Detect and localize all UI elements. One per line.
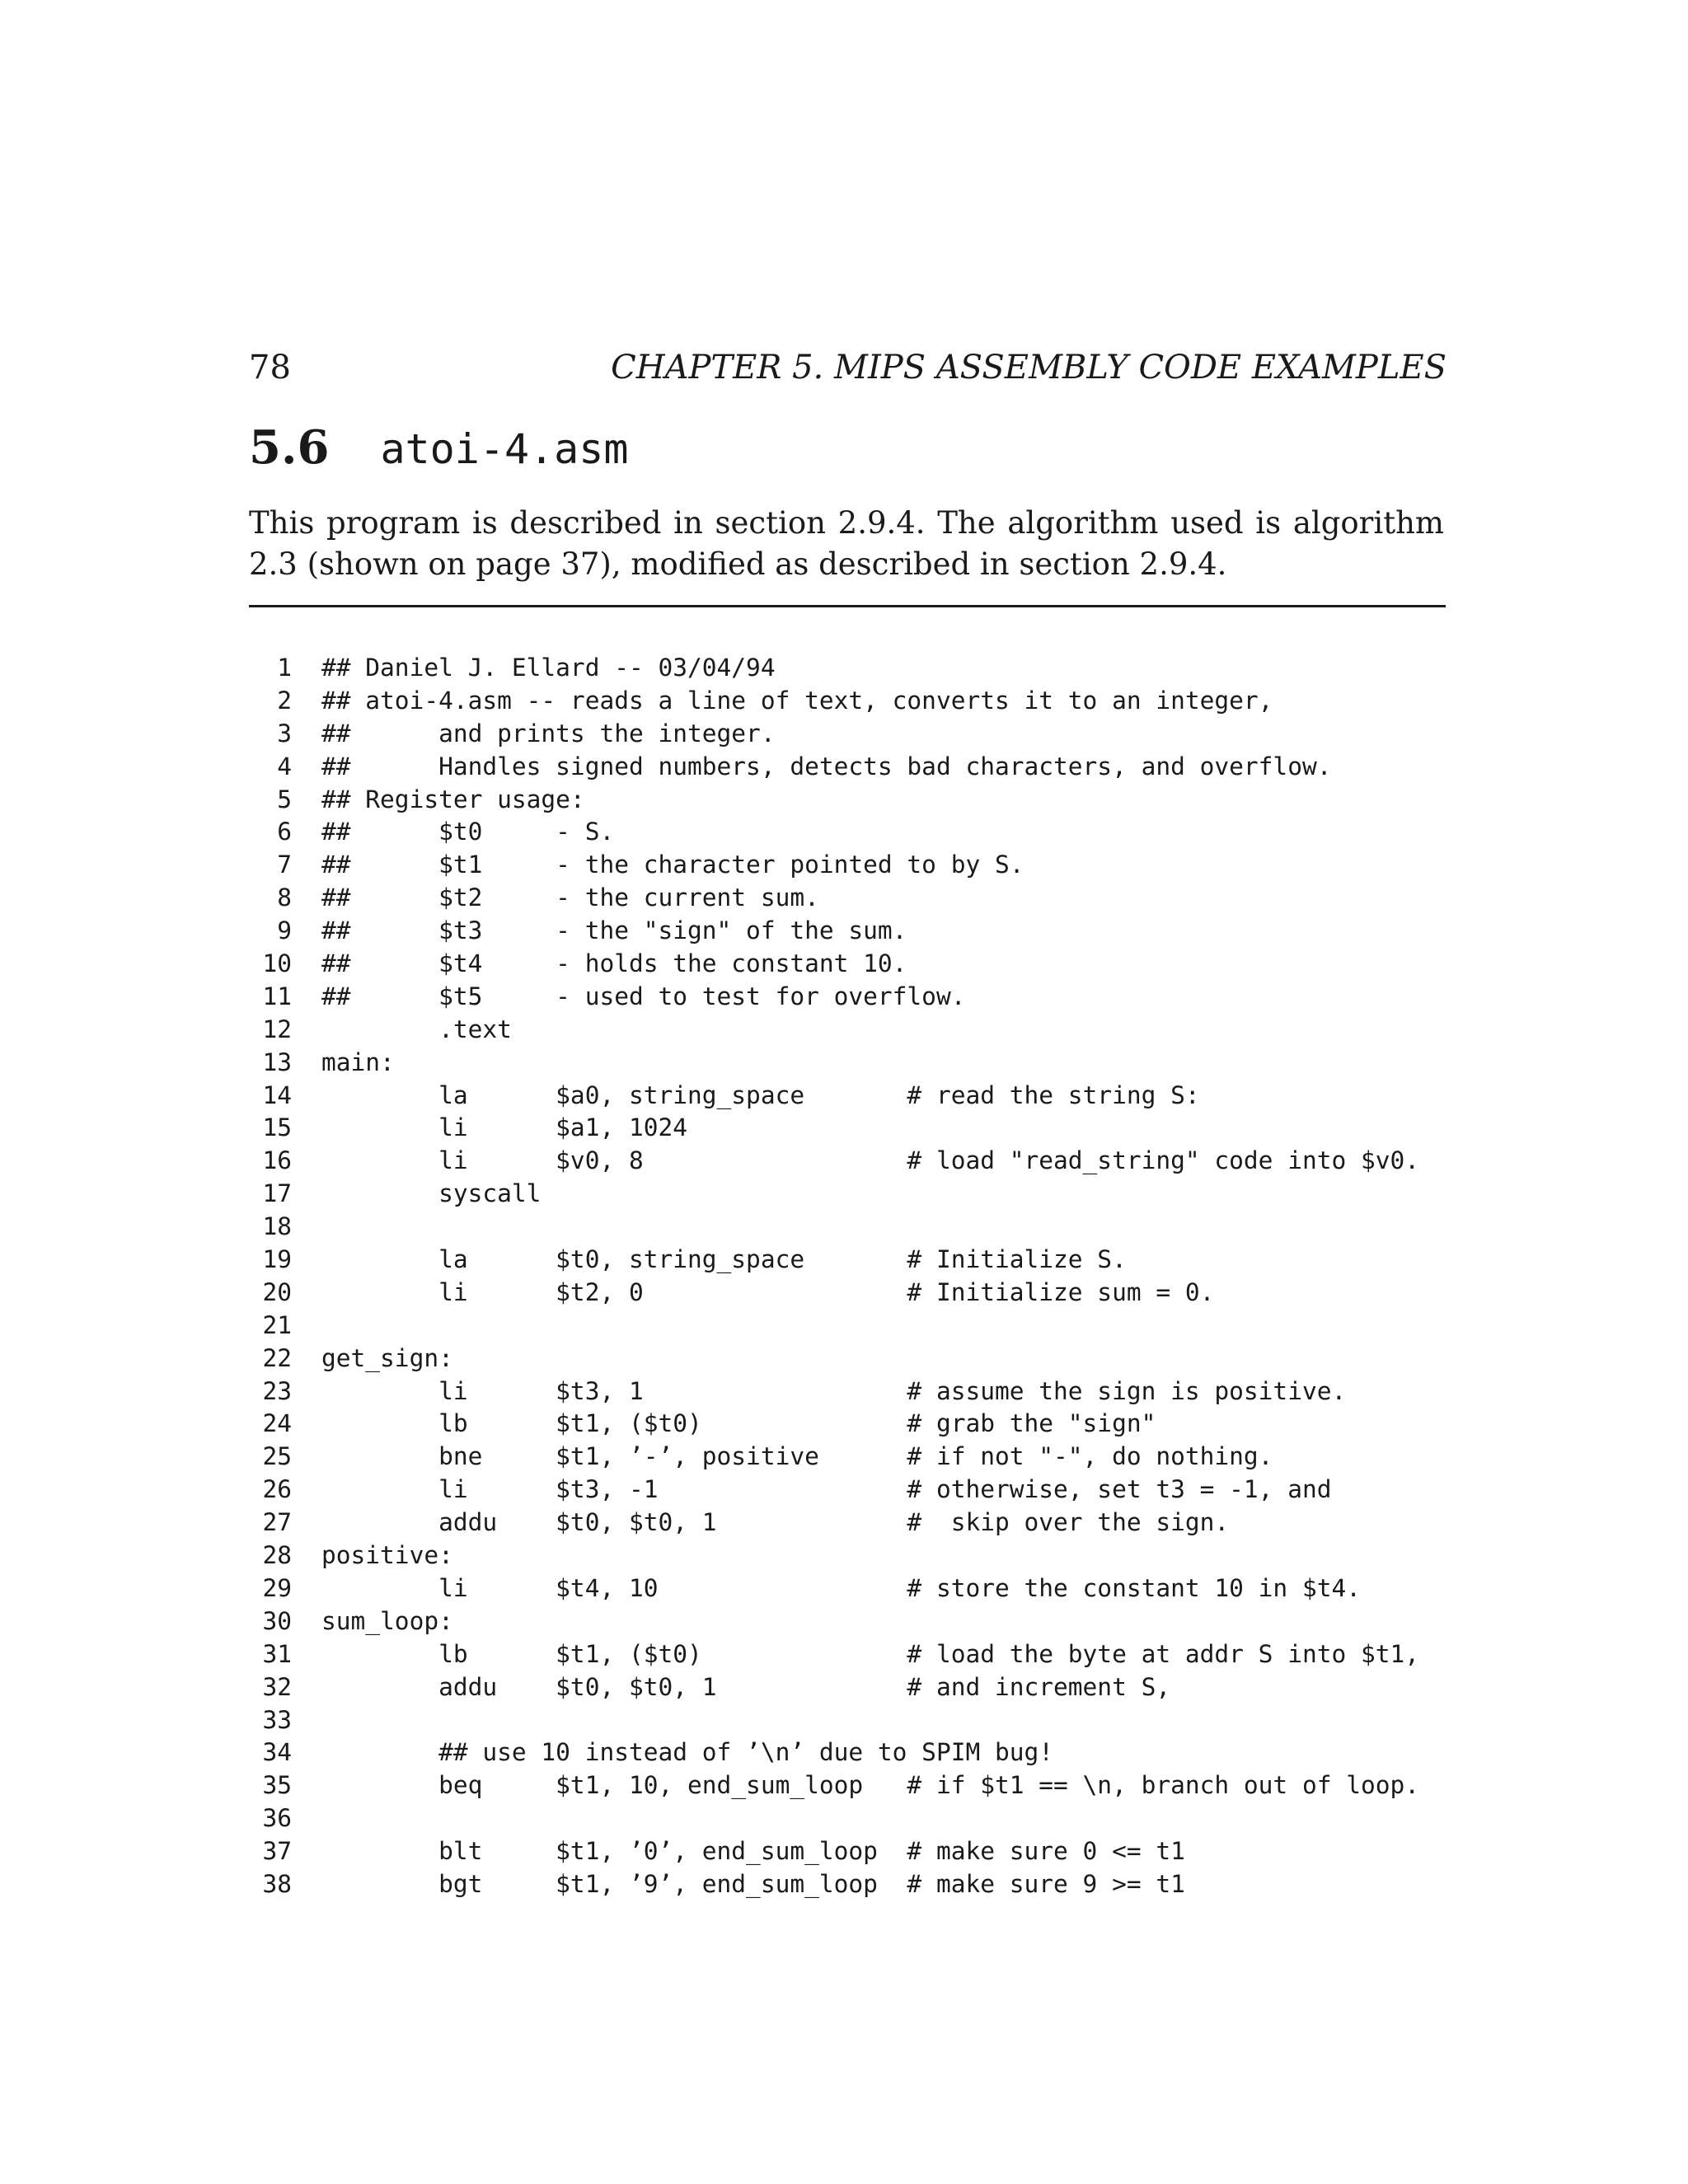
code-line xyxy=(249,1540,1446,1572)
code-line xyxy=(249,1014,1446,1047)
line-number: 37 xyxy=(262,1837,292,1866)
code-text: addu $t0, $t0, 1 # skip over the sign. xyxy=(321,1508,1230,1537)
code-text: ## $t4 - holds the constant 10. xyxy=(321,949,907,978)
line-number: 1 xyxy=(277,654,292,682)
line-number: 21 xyxy=(262,1310,292,1339)
code-line xyxy=(249,1112,1446,1145)
line-number: 38 xyxy=(262,1869,292,1898)
line-number: 32 xyxy=(262,1672,292,1701)
section-title: atoi-4.asm xyxy=(380,425,629,473)
code-line xyxy=(249,1802,1446,1835)
code-text: la $t0, string_space # Initialize S. xyxy=(321,1245,1127,1274)
code-line xyxy=(249,816,1446,849)
line-number: 33 xyxy=(262,1705,292,1734)
section-intro: This program is described in section 2.9.4. The algorithm used is algorithm 2.3 (shown on page 37), modified as described in section 2.9.4. xyxy=(249,505,1444,582)
code-line xyxy=(249,1474,1446,1507)
code-listing xyxy=(249,652,1446,1901)
code-text: li $t2, 0 # Initialize sum = 0. xyxy=(321,1277,1215,1306)
line-number: 26 xyxy=(262,1475,292,1504)
code-text xyxy=(292,1211,321,1244)
code-line xyxy=(249,1376,1446,1408)
line-number: 11 xyxy=(262,982,292,1010)
line-number: 30 xyxy=(262,1606,292,1635)
code-text: sum_loop: xyxy=(321,1606,453,1635)
line-number: 4 xyxy=(277,752,292,780)
line-number: 25 xyxy=(262,1442,292,1471)
code-line xyxy=(249,948,1446,981)
horizontal-rule xyxy=(249,605,1446,607)
code-line xyxy=(249,849,1446,882)
line-number: 10 xyxy=(262,949,292,978)
running-head: CHAPTER 5. MIPS ASSEMBLY CODE EXAMPLES xyxy=(611,349,1447,387)
code-text: la $a0, string_space # read the string S: xyxy=(321,1080,1200,1109)
code-line xyxy=(249,1408,1446,1441)
code-line xyxy=(249,1310,1446,1343)
code-text: addu $t0, $t0, 1 # and increment S, xyxy=(321,1672,1171,1701)
line-number: 22 xyxy=(262,1343,292,1372)
line-number: 6 xyxy=(277,818,292,846)
code-text: li $v0, 8 # load "read_string" code into $v0. xyxy=(321,1146,1420,1175)
code-text: beq $t1, 10, end_sum_loop # if $t1 == \n, branch out of loop. xyxy=(321,1771,1420,1800)
code-text: li $t4, 10 # store the constant 10 in $t4. xyxy=(321,1573,1361,1602)
code-line xyxy=(249,751,1446,784)
code-text: ## Register usage: xyxy=(321,785,585,813)
code-line xyxy=(249,1507,1446,1540)
code-text: ## $t5 - used to test for overflow. xyxy=(321,982,966,1010)
line-number: 24 xyxy=(262,1409,292,1438)
line-number: 29 xyxy=(262,1573,292,1602)
code-line xyxy=(249,1572,1446,1605)
code-line xyxy=(249,882,1446,915)
line-number: 34 xyxy=(262,1738,292,1767)
code-line xyxy=(249,1178,1446,1211)
code-text xyxy=(292,1704,321,1737)
line-number: 27 xyxy=(262,1508,292,1537)
line-number: 15 xyxy=(262,1113,292,1142)
code-line xyxy=(249,1704,1446,1737)
code-text: ## use 10 instead of ’\n’ due to SPIM bug! xyxy=(321,1738,1054,1767)
code-line xyxy=(249,1441,1446,1474)
code-line xyxy=(249,981,1446,1014)
line-number: 3 xyxy=(277,719,292,748)
code-text: positive: xyxy=(321,1541,453,1570)
line-number: 17 xyxy=(262,1179,292,1208)
code-text: ## Handles signed numbers, detects bad characters, and overflow. xyxy=(321,752,1332,780)
line-number: 19 xyxy=(262,1245,292,1274)
code-line xyxy=(249,1835,1446,1868)
line-number: 13 xyxy=(262,1047,292,1076)
code-line xyxy=(249,1736,1446,1769)
line-number: 2 xyxy=(277,686,292,715)
code-line xyxy=(249,1769,1446,1802)
line-number: 9 xyxy=(277,916,292,945)
code-line xyxy=(249,718,1446,751)
code-line xyxy=(249,1277,1446,1310)
section-heading xyxy=(249,420,628,486)
code-line xyxy=(249,1080,1446,1113)
line-number: 18 xyxy=(262,1212,292,1241)
code-line xyxy=(249,784,1446,817)
code-text: syscall xyxy=(321,1179,542,1208)
code-line xyxy=(249,1211,1446,1244)
line-number: 31 xyxy=(262,1639,292,1668)
line-number: 35 xyxy=(262,1771,292,1800)
line-number: 20 xyxy=(262,1277,292,1306)
code-text: ## Daniel J. Ellard -- 03/04/94 xyxy=(321,654,776,682)
code-text: ## atoi-4.asm -- reads a line of text, converts it to an integer, xyxy=(321,686,1273,715)
code-text: li $a1, 1024 xyxy=(321,1113,688,1142)
code-line xyxy=(249,652,1446,685)
code-text: lb $t1, ($t0) # load the byte at addr S into $t1, xyxy=(321,1639,1420,1668)
line-number: 28 xyxy=(262,1541,292,1570)
code-line xyxy=(249,1605,1446,1638)
line-number: 12 xyxy=(262,1015,292,1043)
code-line xyxy=(249,1868,1446,1901)
code-line xyxy=(249,1244,1446,1277)
code-line xyxy=(249,1145,1446,1178)
code-line xyxy=(249,1047,1446,1080)
code-text xyxy=(292,1802,321,1835)
code-line xyxy=(249,915,1446,948)
line-number: 14 xyxy=(262,1080,292,1109)
code-text xyxy=(292,1310,321,1343)
line-number: 23 xyxy=(262,1376,292,1405)
line-number: 16 xyxy=(262,1146,292,1175)
code-text: li $t3, -1 # otherwise, set t3 = -1, and xyxy=(321,1475,1332,1504)
code-text: ## and prints the integer. xyxy=(321,719,776,748)
code-text: get_sign: xyxy=(321,1343,453,1372)
code-line xyxy=(249,1638,1446,1671)
section-number: 5.6 xyxy=(249,420,330,475)
code-text: main: xyxy=(321,1047,395,1076)
code-text: lb $t1, ($t0) # grab the "sign" xyxy=(321,1409,1156,1438)
line-number: 36 xyxy=(262,1804,292,1833)
line-number: 5 xyxy=(277,785,292,813)
page-number: 78 xyxy=(249,349,291,387)
code-line xyxy=(249,685,1446,718)
code-text: li $t3, 1 # assume the sign is positive. xyxy=(321,1376,1347,1405)
code-text: ## $t0 - S. xyxy=(321,818,615,846)
line-number: 8 xyxy=(277,883,292,912)
line-number: 7 xyxy=(277,851,292,879)
code-text: bgt $t1, ’9’, end_sum_loop # make sure 9 >= t1 xyxy=(321,1869,1185,1898)
code-line xyxy=(249,1671,1446,1704)
code-text: .text xyxy=(321,1015,512,1043)
code-text: ## $t3 - the "sign" of the sum. xyxy=(321,916,907,945)
code-text: bne $t1, ’-’, positive # if not "-", do nothing. xyxy=(321,1442,1273,1471)
code-line xyxy=(249,1343,1446,1376)
code-text: ## $t1 - the character pointed to by S. xyxy=(321,851,1025,879)
code-text: ## $t2 - the current sum. xyxy=(321,883,819,912)
code-text: blt $t1, ’0’, end_sum_loop # make sure 0 <= t1 xyxy=(321,1837,1185,1866)
